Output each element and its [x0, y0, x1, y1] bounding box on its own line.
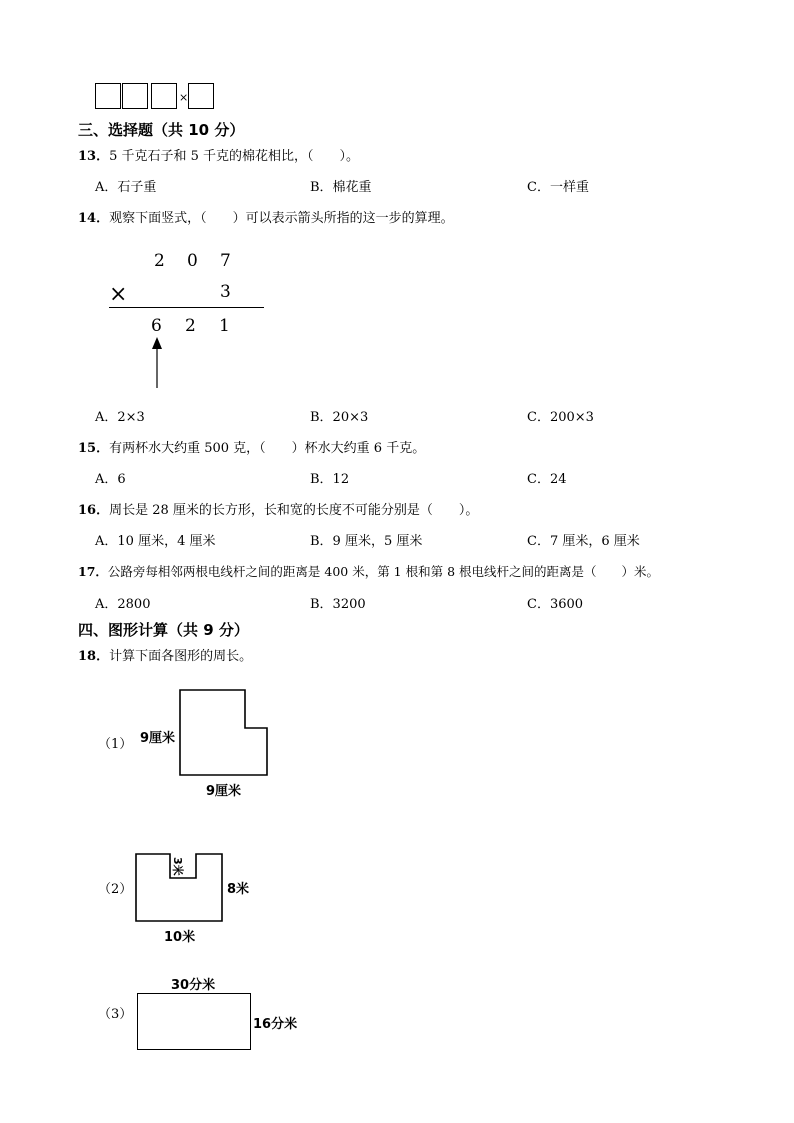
section-title: 四、图形计算（共 9 分）	[78, 621, 249, 639]
figure-3-top-label: 30分米	[171, 978, 216, 993]
figure-2-side-label: 8米	[227, 882, 250, 897]
figure-3-side-label: 16分米	[253, 1017, 298, 1032]
question-15: 15．有两杯水大约重 500 克，（ ）杯水大约重 6 千克。	[78, 441, 426, 456]
question-17: 17．公路旁每相邻两根电线杆之间的距离是 400 米，第 1 根和第 8 根电线杆之间的距离是（ ）米。	[78, 564, 660, 579]
up-arrow-icon	[150, 337, 164, 389]
option-c[interactable]: C．一样重	[527, 180, 589, 195]
option-c[interactable]: C．200×3	[527, 410, 594, 425]
figure-2-bottom-label: 10米	[164, 930, 196, 945]
option-a[interactable]: A．6	[95, 472, 126, 487]
option-b[interactable]: B．9 厘米，5 厘米	[310, 534, 423, 549]
option-a[interactable]: A．2800	[95, 597, 151, 612]
option-b[interactable]: B．棉花重	[310, 180, 372, 195]
figure-2-notch-label: 3米	[171, 857, 184, 876]
figure-index: （2）	[98, 882, 133, 897]
option-c[interactable]: C．3600	[527, 597, 584, 612]
times-sign: ×	[179, 91, 189, 104]
option-a[interactable]: A．10 厘米，4 厘米	[95, 534, 216, 549]
option-a[interactable]: A．石子重	[95, 180, 157, 195]
question-14: 14．观察下面竖式，（ ）可以表示箭头所指的这一步的算理。	[78, 211, 454, 226]
answer-box[interactable]	[95, 83, 121, 109]
digit: 6	[151, 316, 162, 336]
answer-box[interactable]	[188, 83, 214, 109]
option-b[interactable]: B．3200	[310, 597, 366, 612]
question-18: 18．计算下面各图形的周长。	[78, 649, 253, 664]
figure-index: （3）	[98, 1007, 133, 1022]
question-13: 13．5 千克石子和 5 千克的棉花相比，（ ）。	[78, 149, 360, 164]
figure-3-shape	[137, 993, 251, 1050]
option-b[interactable]: B．20×3	[310, 410, 369, 425]
option-a[interactable]: A．2×3	[95, 410, 145, 425]
section-title: 三、选择题（共 10 分）	[78, 121, 245, 139]
option-c[interactable]: C．24	[527, 472, 567, 487]
option-c[interactable]: C．7 厘米，6 厘米	[527, 534, 640, 549]
figure-index: （1）	[98, 737, 133, 752]
digit: 1	[219, 316, 230, 336]
question-16: 16．周长是 28 厘米的长方形，长和宽的长度不可能分别是（ ）。	[78, 503, 479, 518]
answer-box[interactable]	[151, 83, 177, 109]
digit: 2	[154, 251, 165, 271]
figure-1-bottom-label: 9厘米	[206, 784, 242, 799]
digit: 3	[220, 282, 231, 302]
figure-1-shape	[178, 688, 270, 778]
digit: 0	[187, 251, 198, 271]
calc-line	[109, 307, 264, 308]
option-b[interactable]: B．12	[310, 472, 350, 487]
digit: 2	[185, 316, 196, 336]
figure-1-side-label: 9厘米	[140, 731, 176, 746]
answer-box[interactable]	[122, 83, 148, 109]
digit: 7	[220, 251, 231, 271]
times-sign: ×	[109, 282, 128, 307]
